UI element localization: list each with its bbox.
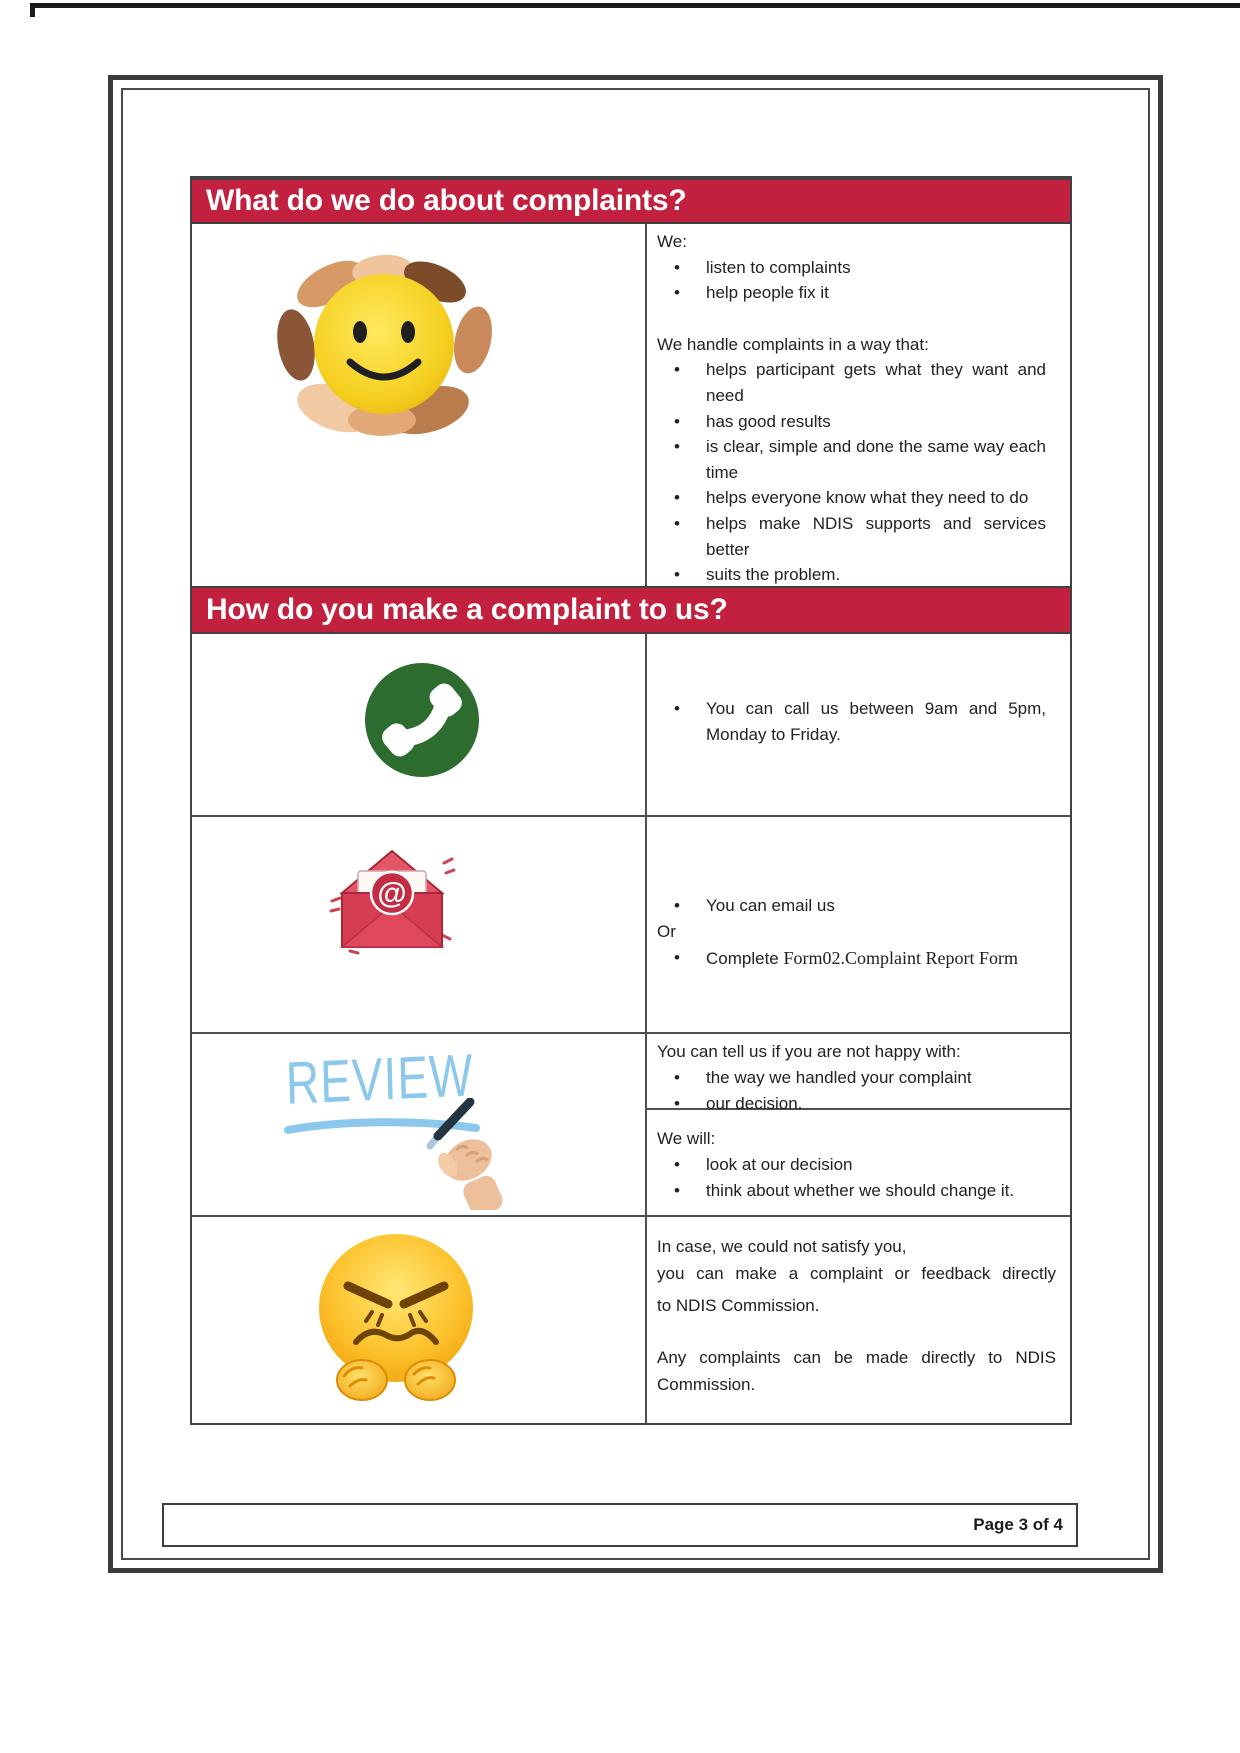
angry-emoji-image — [314, 1226, 479, 1404]
scan-artifact-line — [30, 3, 1240, 8]
bullet-item — [657, 945, 1056, 972]
bullet-item: • helps make NDIS supports and services better — [657, 511, 1056, 562]
table-row-escalation — [192, 1215, 1070, 1423]
phone-icon — [364, 662, 480, 778]
escalation-text-cell — [645, 1217, 1070, 1423]
intro-line: We: — [657, 232, 687, 251]
table-row-review — [192, 1032, 1070, 1215]
review-text-cell — [645, 1034, 1070, 1215]
bullet-item: • helps participant gets what they want and need — [657, 357, 1056, 408]
smiley-image-cell — [192, 224, 645, 586]
phone-image-cell — [192, 634, 645, 815]
we-will-subcell — [647, 1110, 1070, 1204]
section-title: What do we do about complaints? — [206, 184, 687, 217]
page-footer-box — [162, 1503, 1078, 1547]
smiley-face-in-hands-image — [270, 250, 502, 436]
escalation-line: to NDIS Commission. — [657, 1296, 820, 1315]
review-handwriting-image — [282, 1040, 492, 1216]
bullet-item: • look at our decision — [657, 1152, 1056, 1178]
bullet-item: • our decision. — [657, 1091, 1056, 1117]
complaints-table — [190, 176, 1072, 1425]
bullet-item: • suits the problem. — [657, 562, 1056, 588]
review-word: REVIEW — [285, 1040, 475, 1117]
bullet-item: • listen to complaints — [657, 255, 1056, 281]
form-name: Form02.Complaint Report Form — [783, 948, 1018, 968]
svg-text:@: @ — [377, 877, 407, 910]
hand-with-marker-icon — [422, 1098, 512, 1210]
table-row-phone — [192, 634, 1070, 815]
escalation-paragraph: Any complaints can be made directly to NDIS Commission. — [657, 1348, 1056, 1394]
intro-line: You can tell us if you are not happy with: — [657, 1042, 961, 1061]
section-header-what-we-do — [192, 178, 1070, 224]
or-label: Or — [657, 922, 676, 941]
bullet-item: • is clear, simple and done the same way each time — [657, 434, 1056, 485]
email-image-cell — [192, 817, 645, 1032]
escalation-line: In case, we could not satisfy you, — [657, 1237, 907, 1256]
bullet-item: • You can call us between 9am and 5pm, Monday to Friday. — [657, 696, 1056, 748]
table-row-what-we-do — [192, 224, 1070, 586]
page-number-label: Page 3 of 4 — [973, 1515, 1063, 1534]
bullet-item: • has good results — [657, 409, 1056, 435]
bullet-item: • help people fix it — [657, 280, 1056, 306]
review-image-cell — [192, 1034, 645, 1215]
email-text-cell — [645, 817, 1070, 1032]
section-header-how-to-complain — [192, 586, 1070, 634]
bullet-text-sans: Complete — [706, 949, 784, 968]
not-happy-subcell — [647, 1034, 1070, 1113]
phone-text-cell — [645, 634, 1070, 815]
intro-line: We handle complaints in a way that: — [657, 334, 929, 354]
intro-line: We will: — [657, 1129, 716, 1148]
email-envelope-icon — [328, 843, 458, 955]
what-we-do-text-cell — [645, 224, 1070, 586]
escalation-line: you can make a complaint or feedback directly — [657, 1264, 1056, 1283]
scan-artifact-tick — [30, 3, 35, 17]
bullet-item: • helps everyone know what they need to do — [657, 485, 1056, 511]
section-title: How do you make a complaint to us? — [206, 593, 728, 626]
bullet-item: • think about whether we should change it. — [657, 1178, 1056, 1204]
bullet-item: • the way we handled your complaint — [657, 1065, 1056, 1091]
bullet-item: • You can email us — [657, 893, 1056, 919]
blank-line — [657, 306, 1056, 332]
table-row-email — [192, 815, 1070, 1032]
angry-image-cell — [192, 1217, 645, 1423]
